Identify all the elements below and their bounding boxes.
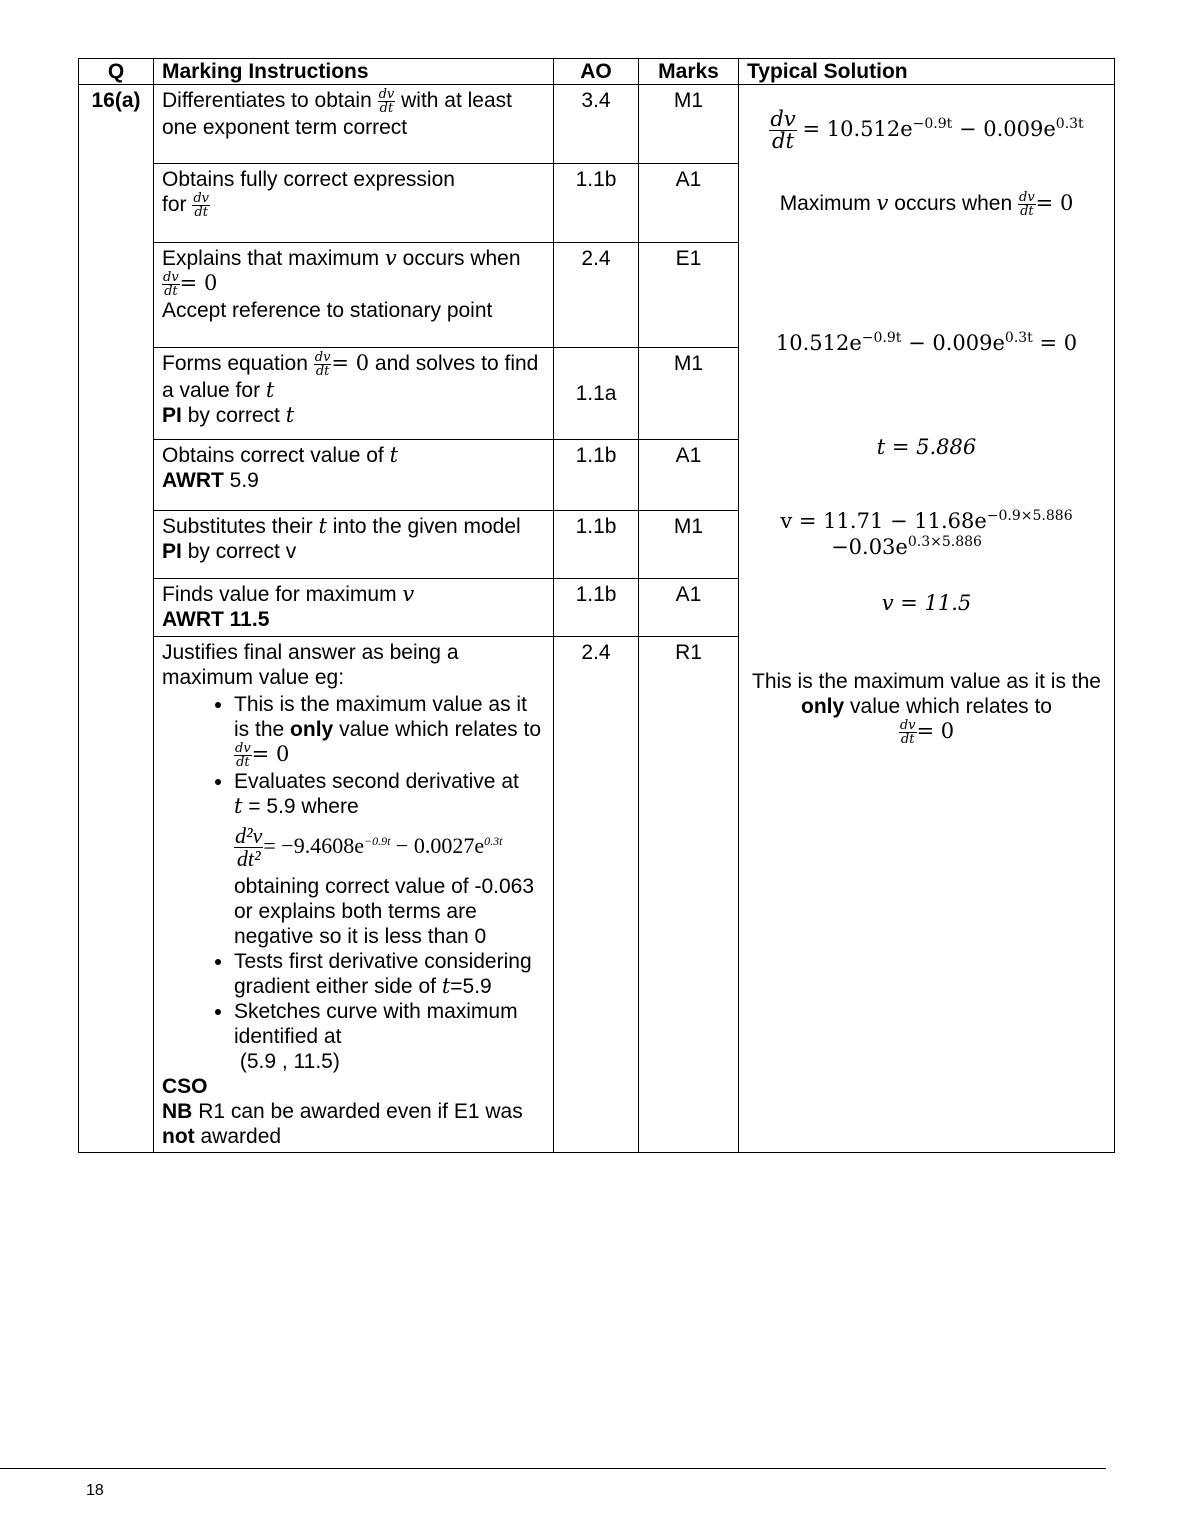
header-instructions: Marking Instructions <box>154 59 554 85</box>
ao-cell: 3.4 <box>554 85 639 164</box>
mark-cell: E1 <box>639 243 739 348</box>
ao-cell: 1.1a <box>554 348 639 440</box>
header-marks: Marks <box>639 59 739 85</box>
instruction-cell: Obtains correct value of t AWRT 5.9 <box>154 440 554 511</box>
list-item: • This is the maximum value as it is the only value which relates to $\frac{dv}{dt}$ = 0 <box>234 692 545 769</box>
ao-cell: 1.1b <box>554 511 639 579</box>
instruction-cell: Obtains fully correct expression for $\frac{dv}{dt}$ <box>154 164 554 243</box>
mark-cell: A1 <box>639 440 739 511</box>
solution-max-condition: Maximum v occurs when $\frac{dv}{dt}$ = 0 <box>779 190 1074 219</box>
header-row <box>79 59 1115 85</box>
list-item: • Sketches curve with maximum identified at (5.9 , 11.5) <box>234 999 545 1074</box>
cso-label: CSO <box>162 1075 208 1098</box>
instruction-cell: Forms equation $\frac{dv}{dt}$ = 0 and solves to find a value for t PI by correct t <box>154 348 554 440</box>
ao-cell: 2.4 <box>554 637 639 1153</box>
ao-cell: 1.1b <box>554 164 639 243</box>
solution-derivative: $\frac{dv}{dt}$ = $10.512e^{-0.9t} - 0.009e^{0.3t}$ <box>770 107 1084 153</box>
solution-v-substitution-2: $-0.03e^{0.3\times 5.886}$ <box>831 534 982 559</box>
table-row <box>79 85 1115 164</box>
ao-cell: 1.1b <box>554 440 639 511</box>
list-item: • Tests first derivative considering gradient either side of t=5.9 <box>234 949 545 999</box>
mark-cell: A1 <box>639 579 739 637</box>
ao-cell: 2.4 <box>554 243 639 348</box>
mark-cell: R1 <box>639 637 739 1153</box>
second-derivative: $\frac{\text{d²v}}{\text{dt²}}$ = $-9.4608e^{-0.9t} - 0.0027e^{0.3t}$ <box>235 823 503 871</box>
list-item: • Evaluates second derivative at t = 5.9 where $\frac{\text{d²v}}{\text{dt²}}$ = $-9.4608e^{-0.9t} - 0.0027e^{0.3t}$ obtaining correct value of -0.063 or explains both terms are negative so it is less than 0 <box>234 769 545 949</box>
typical-solution <box>739 85 1115 1153</box>
footer-divider <box>0 1468 1106 1469</box>
ao-cell: 1.1b <box>554 579 639 637</box>
instruction-cell: Substitutes their t into the given model PI by correct v <box>154 511 554 579</box>
solution-v-substitution: $v = 11.71 - 11.68e^{-0.9\times 5.886}$ <box>780 508 1073 533</box>
instruction-text: with at least one exponent term correct <box>162 89 512 139</box>
instruction-cell: Explains that maximum v occurs when $\frac{dv}{dt}$ = 0 Accept reference to stationary point <box>154 243 554 348</box>
solution-v-value: v = 11.5 <box>881 591 972 615</box>
mark-cell: M1 <box>639 348 739 440</box>
mark-cell: A1 <box>639 164 739 243</box>
question-number: 16(a) <box>79 85 154 1153</box>
dv-dt-fraction: $\frac{dv}{dt}$ <box>378 87 395 116</box>
header-ao: AO <box>554 59 639 85</box>
mark-cell: M1 <box>639 85 739 164</box>
justification-list <box>162 692 545 1074</box>
instruction-cell <box>154 85 554 164</box>
header-solution: Typical Solution <box>739 59 1115 85</box>
header-q: Q <box>79 59 154 85</box>
mark-cell: M1 <box>639 511 739 579</box>
solution-t-value: t = 5.886 <box>876 435 977 459</box>
mark-scheme-table <box>78 58 1115 1153</box>
instruction-text: Differentiates to obtain <box>162 89 372 113</box>
solution-equation: $10.512e^{-0.9t} - 0.009e^{0.3t} = 0$ <box>775 330 1078 355</box>
instruction-cell: Justifies final answer as being a maximum value eg: • This is the maximum value as it is the only value which relates to $\frac{dv}{dt}$ = 0 • Evaluates second derivative at t = 5.9 where $\frac{\text{d²v}}{\text{dt²}}$ = $-9.4608e^{-0.9t} - 0.0027e^{0.3t}$ obtaining correct value of -0.063 or explains both terms are negative so it is less than 0 • Tests first derivative considering gradient either side of t=5.9 • Sketches curve with maximum identified at (5.9 , 11.5) CSO NB R1 can be awarded even if E1 was not awarded <box>154 637 554 1153</box>
page-number: 18 <box>86 1482 104 1499</box>
solution-justification: This is the maximum value as it is the only value which relates to $\frac{dv}{dt}$ = 0 <box>752 670 1101 747</box>
instruction-cell: Finds value for maximum v AWRT 11.5 <box>154 579 554 637</box>
